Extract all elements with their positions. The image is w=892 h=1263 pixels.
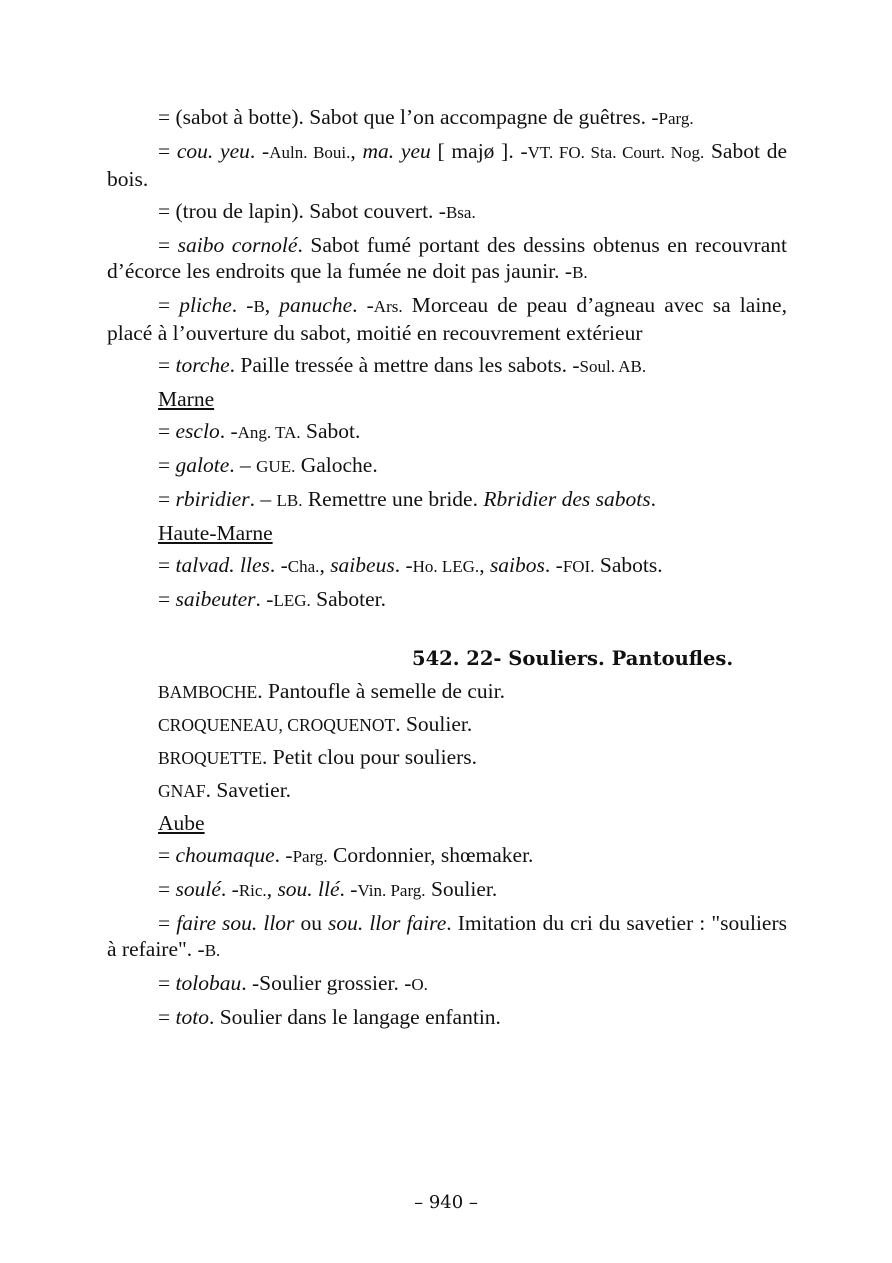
text-run: sou. llé [277, 877, 340, 901]
text-run: = [158, 233, 178, 257]
entry-soule [107, 876, 787, 904]
text-run: . - [274, 843, 293, 867]
text-run: B [253, 297, 265, 316]
text-run: esclo [175, 419, 220, 443]
text-run: galote [175, 453, 230, 477]
text-run: = [158, 1005, 176, 1029]
text-run: saibeus [330, 553, 395, 577]
text-run: Saboter. [310, 587, 387, 611]
text-run: . - [269, 553, 288, 577]
entry-croqueneau [107, 711, 787, 738]
text-run: . Sabot fumé portant des dessins obtenus en recouvrant d’écorce les endroits que la fumée ne doit pas jaunir. - [107, 233, 787, 283]
text-run: CROQUENEAU, CROQUENOT [158, 715, 396, 735]
text-run: . Imitation du cri du savetier : "souliers à refaire". - [107, 911, 787, 961]
text-run: FOI. [562, 557, 595, 576]
text-run: = [158, 587, 176, 611]
text-run: . - [231, 293, 254, 317]
entry-galote [107, 452, 787, 480]
text-run: B. [204, 941, 221, 960]
entry-choumaque [107, 842, 787, 870]
text-run: = [158, 843, 176, 867]
entry-tolobau [107, 970, 787, 998]
text-run: Sabot de bois. [107, 139, 787, 191]
region-heading-aube [107, 810, 787, 836]
text-run: rbiridier [175, 487, 250, 511]
text-run: Sabots. [594, 553, 663, 577]
text-run: Remettre une bride. [302, 487, 484, 511]
section-title: 542. 22- Souliers. Pantoufles. [412, 647, 734, 670]
text-run: Parg. [658, 109, 694, 128]
text-run: BROQUETTE [158, 748, 263, 768]
page-number: – 940 – [414, 1192, 478, 1213]
text-run: . - [339, 877, 358, 901]
entry-rbiridier [107, 486, 787, 514]
text-run: GUE. [256, 457, 296, 476]
text-run: torche [175, 353, 230, 377]
text-run: . Soulier dans le langage enfantin. [208, 1005, 501, 1029]
text-run: Soul. AB. [579, 357, 647, 376]
text-run: Bsa. [445, 203, 476, 222]
entry-sabot-a-botte [107, 104, 787, 132]
entry-saibo-cornole [107, 232, 787, 286]
text-run: Soulier. [425, 877, 498, 901]
text-run: pliche [179, 293, 232, 317]
text-run: , [350, 139, 363, 163]
text-run: = [158, 487, 176, 511]
text-run: Cha. [287, 557, 320, 576]
text-run: . -Soulier grossier. - [241, 971, 412, 995]
text-run: = [158, 971, 176, 995]
text-run: Morceau de peau d’agneau avec sa laine, placé à l’ouverture du sabot, moitié en recouvrement extérieur [107, 293, 787, 345]
text-run: = [158, 877, 176, 901]
text-run: = [158, 911, 177, 935]
text-run: Galoche. [295, 453, 378, 477]
text-run: . Soulier. [395, 712, 473, 736]
text-run: Ars. [373, 297, 403, 316]
text-run: = [158, 139, 177, 163]
text-run: Rbridier des sabots [483, 487, 651, 511]
text-run: . - [352, 293, 374, 317]
text-run: . Petit clou pour souliers. [262, 745, 478, 769]
entry-saibeuter [107, 586, 787, 614]
text-run: O. [411, 975, 428, 994]
text-run: Cordonnier, shœmaker. [327, 843, 534, 867]
text-run: LB. [276, 491, 303, 510]
entry-esclo [107, 418, 787, 446]
text-run: saibo cornolé [177, 233, 298, 257]
entry-talvad [107, 552, 787, 580]
region-heading-haute-marne [107, 520, 787, 546]
text-run: toto [175, 1005, 209, 1029]
text-run: , [266, 877, 278, 901]
text-run: . - [255, 587, 274, 611]
text-run: soulé [175, 877, 221, 901]
text-run: = [158, 419, 176, 443]
text-run: = [158, 353, 176, 377]
text-run: Parg. [292, 847, 328, 866]
text-run: , [479, 553, 490, 577]
text-run: [ majø ]. - [430, 139, 528, 163]
entry-torche [107, 352, 787, 380]
text-run: . – [229, 453, 257, 477]
text-run: Ric. [238, 881, 267, 900]
entry-toto [107, 1004, 787, 1030]
text-run: = (trou de lapin). Sabot couvert. - [158, 199, 446, 223]
text-run: = [158, 453, 176, 477]
text-run: . - [544, 553, 563, 577]
text-run: Sabot. [300, 419, 361, 443]
text-run: BAMBOCHE [158, 682, 258, 702]
text-run: ou [294, 911, 329, 935]
text-run: . - [249, 139, 270, 163]
text-run: . Pantoufle à semelle de cuir. [257, 679, 505, 703]
text-run: = (sabot à botte). Sabot que l’on accompagne de guêtres. - [158, 105, 659, 129]
text-run: B. [572, 263, 588, 282]
text-run: . - [394, 553, 413, 577]
entry-pliche [107, 292, 787, 346]
text-run: Auln. Boui. [269, 143, 351, 162]
text-run: Ho. LEG. [412, 557, 480, 576]
text-run: . [650, 487, 656, 511]
text-run: . - [220, 877, 239, 901]
text-run: tolobau [175, 971, 242, 995]
text-run: . Paille tressée à mettre dans les sabots. - [229, 353, 580, 377]
document-body [107, 104, 787, 1036]
entry-cou-yeu [107, 138, 787, 192]
text-run: GNAF [158, 781, 206, 801]
text-run: = [158, 293, 180, 317]
text-run: panuche [279, 293, 353, 317]
text-run: sou. llor faire [328, 911, 447, 935]
text-run: . - [219, 419, 238, 443]
text-run: Aube [158, 811, 205, 835]
text-run: . Savetier. [205, 778, 292, 802]
text-run: . – [249, 487, 277, 511]
text-run: Ang. TA. [237, 423, 301, 442]
entry-gnaf [107, 777, 787, 804]
text-run: LEG. [273, 591, 311, 610]
entry-trou-de-lapin [107, 198, 787, 226]
text-run: choumaque [175, 843, 275, 867]
text-run: saibeuter [175, 587, 256, 611]
text-run: saibos [489, 553, 545, 577]
text-run: Vin. Parg. [357, 881, 426, 900]
text-run: , [264, 293, 280, 317]
text-run: talvad. lles [175, 553, 270, 577]
text-run: = [158, 553, 176, 577]
text-run: cou. yeu [176, 139, 250, 163]
text-run: , [319, 553, 331, 577]
entry-bamboche [107, 678, 787, 705]
text-run: VT. FO. Sta. Court. Nog. [527, 143, 705, 162]
text-run: Haute-Marne [158, 521, 273, 545]
text-run: Marne [158, 387, 215, 411]
region-heading-marne [107, 386, 787, 412]
entry-faire-sou-llor [107, 910, 787, 964]
text-run: ma. yeu [362, 139, 431, 163]
entry-broquette [107, 744, 787, 771]
text-run: faire sou. llor [176, 911, 295, 935]
